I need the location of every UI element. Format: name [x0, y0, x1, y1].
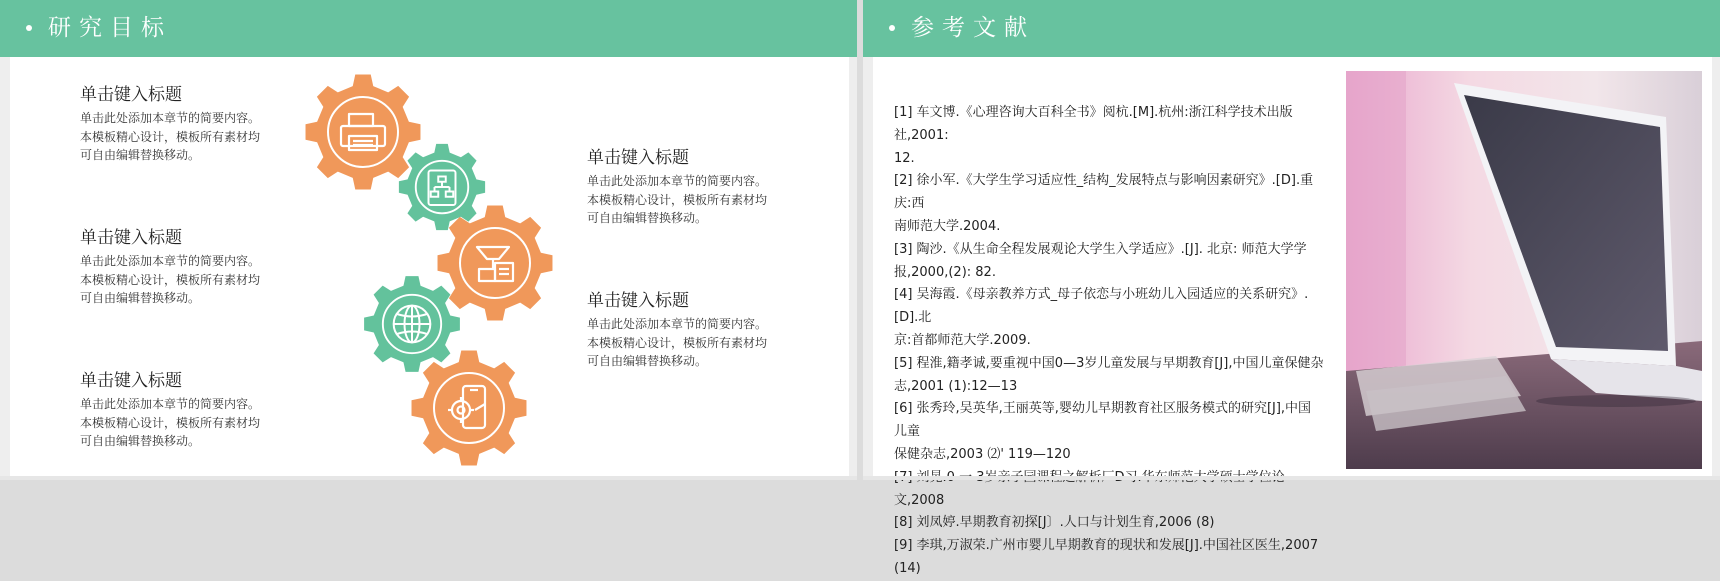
text-block-2[interactable]	[80, 226, 300, 308]
frame-edge	[0, 476, 857, 480]
header-bullet	[889, 25, 895, 31]
frame-edge	[863, 476, 1720, 480]
text-block-4[interactable]	[587, 146, 807, 228]
reference-item[interactable]: [1] 车文博.《心理咨询大百科全书》阅杭.[M].杭州:浙江科学技术出版社,2001: 12.	[894, 105, 1293, 166]
globe-icon	[394, 306, 431, 343]
reference-item[interactable]: [2] 徐小军.《大学生学习适应性_结构_发展特点与影响因素研究》.[D].重庆:西 南师范大学.2004.	[894, 173, 1314, 234]
block-title: 单击键入标题	[80, 228, 182, 248]
text-block-3[interactable]	[80, 369, 300, 451]
block-line: 可自由编辑替换移动。	[80, 291, 201, 305]
header-bullet	[26, 25, 32, 31]
reference-item[interactable]: 文,2008	[894, 492, 945, 508]
slide-research-goals	[0, 0, 857, 480]
block-title: 单击键入标题	[80, 371, 182, 391]
block-title: 单击键入标题	[587, 291, 689, 311]
block-line: 本模板精心设计，模板所有素材均	[80, 272, 261, 287]
laptop-photo	[1346, 71, 1702, 469]
text-block-1[interactable]	[80, 83, 300, 165]
block-line: 本模板精心设计，模板所有素材均	[587, 335, 768, 350]
block-line: 可自由编辑替换移动。	[80, 434, 201, 448]
block-line: 单击此处添加本章节的简要内容。	[80, 254, 261, 268]
block-line: 单击此处添加本章节的简要内容。	[80, 111, 261, 125]
slide-references	[863, 0, 1720, 576]
reference-item[interactable]: [8] 刘凤婷.早期教育初探[J〕.人口与计划生育,2006 (8)	[894, 515, 1215, 531]
text-block-5[interactable]	[587, 289, 807, 371]
block-line: 可自由编辑替换移动。	[80, 148, 201, 162]
frame-edge	[863, 57, 873, 480]
reference-item[interactable]: [5] 程淮,籍孝诚,要重视中国0—3岁儿童发展与早期教育[J],中国儿童保健杂 志,2001 (1):12—13	[894, 355, 1324, 394]
slide-title: 参考文献	[911, 15, 1035, 41]
reference-item[interactable]: [3] 陶沙.《从生命全程发展观论大学生入学适应》.[J]. 北京: 师范大学学 报,2000,(2): 82.	[894, 241, 1307, 280]
reference-item[interactable]: [4] 吴海霞.《母亲教养方式_母子依恋与小班幼儿入园适应的关系研究》.[D].北 京:首都师范大学.2009.	[894, 287, 1309, 348]
block-title: 单击键入标题	[587, 148, 689, 168]
block-line: 单击此处添加本章节的简要内容。	[587, 317, 768, 331]
block-line: 本模板精心设计，模板所有素材均	[587, 192, 768, 207]
frame-edge	[0, 57, 10, 480]
reference-item[interactable]: [6] 张秀玲,吴英华,王丽英等,婴幼儿早期教育社区服务模式的研究[J],中国儿童 保健杂志,2003 ⑵' 119—120	[894, 401, 1312, 462]
slide-title: 研究目标	[48, 15, 172, 41]
frame-edge	[849, 57, 857, 480]
slide-header	[863, 0, 1720, 57]
block-line: 本模板精心设计，模板所有素材均	[80, 129, 261, 144]
photo-shadow	[1536, 395, 1696, 407]
block-line: 本模板精心设计，模板所有素材均	[80, 415, 261, 430]
frame-edge	[1712, 57, 1720, 480]
gear-phone-settings[interactable]	[409, 348, 529, 468]
reference-list	[894, 102, 1324, 581]
reference-item[interactable]: [9] 李琪,万淑荣.广州市婴儿早期教育的现状和发展[J].中国社区医生,2007 (14)	[894, 538, 1319, 576]
block-line: 可自由编辑替换移动。	[587, 354, 708, 368]
block-title: 单击键入标题	[80, 85, 182, 105]
block-line: 单击此处添加本章节的简要内容。	[587, 174, 768, 188]
block-line: 单击此处添加本章节的简要内容。	[80, 397, 261, 411]
slide-header	[0, 0, 857, 57]
block-line: 可自由编辑替换移动。	[587, 211, 708, 225]
